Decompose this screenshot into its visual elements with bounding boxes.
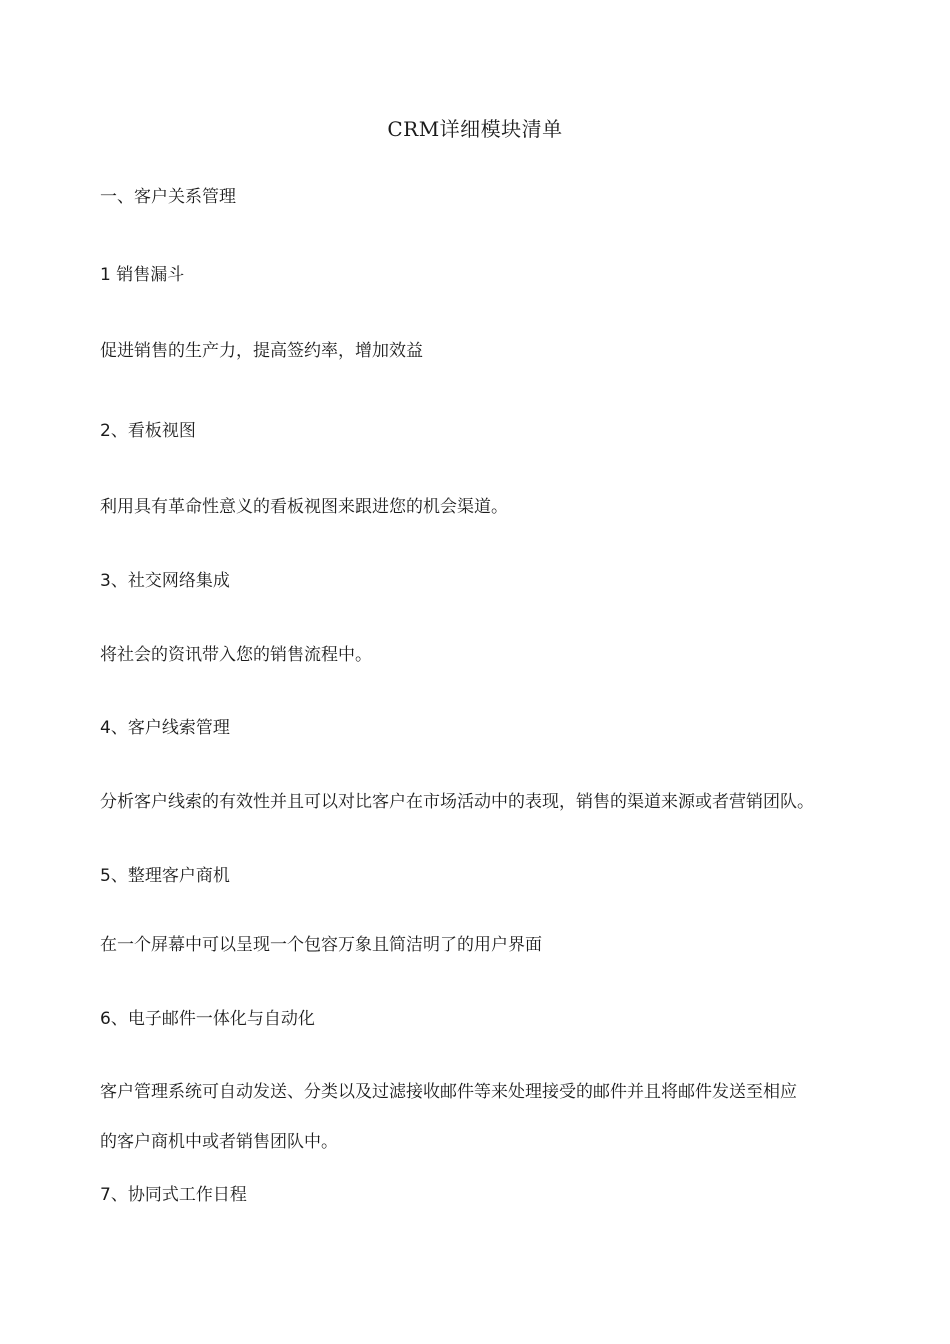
- item-heading-5: 5、整理客户商机: [100, 866, 230, 886]
- item-heading-7: 7、协同式工作日程: [100, 1185, 247, 1205]
- item-body-6-line-2: 的客户商机中或者销售团队中。: [100, 1132, 338, 1152]
- item-body-5: 在一个屏幕中可以呈现一个包容万象且简洁明了的用户界面: [100, 935, 542, 955]
- item-body-2: 利用具有革命性意义的看板视图来跟进您的机会渠道。: [100, 497, 508, 517]
- section-heading: 一、客户关系管理: [100, 187, 236, 207]
- item-heading-2: 2、看板视图: [100, 421, 196, 441]
- item-heading-6: 6、电子邮件一体化与自动化: [100, 1009, 315, 1029]
- item-body-4: 分析客户线索的有效性并且可以对比客户在市场活动中的表现，销售的渠道来源或者营销团队。: [100, 792, 814, 812]
- item-heading-4: 4、客户线索管理: [100, 718, 230, 738]
- document-title: CRM详细模块清单: [387, 117, 563, 141]
- item-heading-1: 1 销售漏斗: [100, 265, 185, 285]
- item-body-6-line-1: 客户管理系统可自动发送、分类以及过滤接收邮件等来处理接受的邮件并且将邮件发送至相应: [100, 1082, 797, 1102]
- item-body-3: 将社会的资讯带入您的销售流程中。: [100, 645, 372, 665]
- item-body-1: 促进销售的生产力，提高签约率，增加效益: [100, 341, 423, 361]
- item-heading-3: 3、社交网络集成: [100, 571, 230, 591]
